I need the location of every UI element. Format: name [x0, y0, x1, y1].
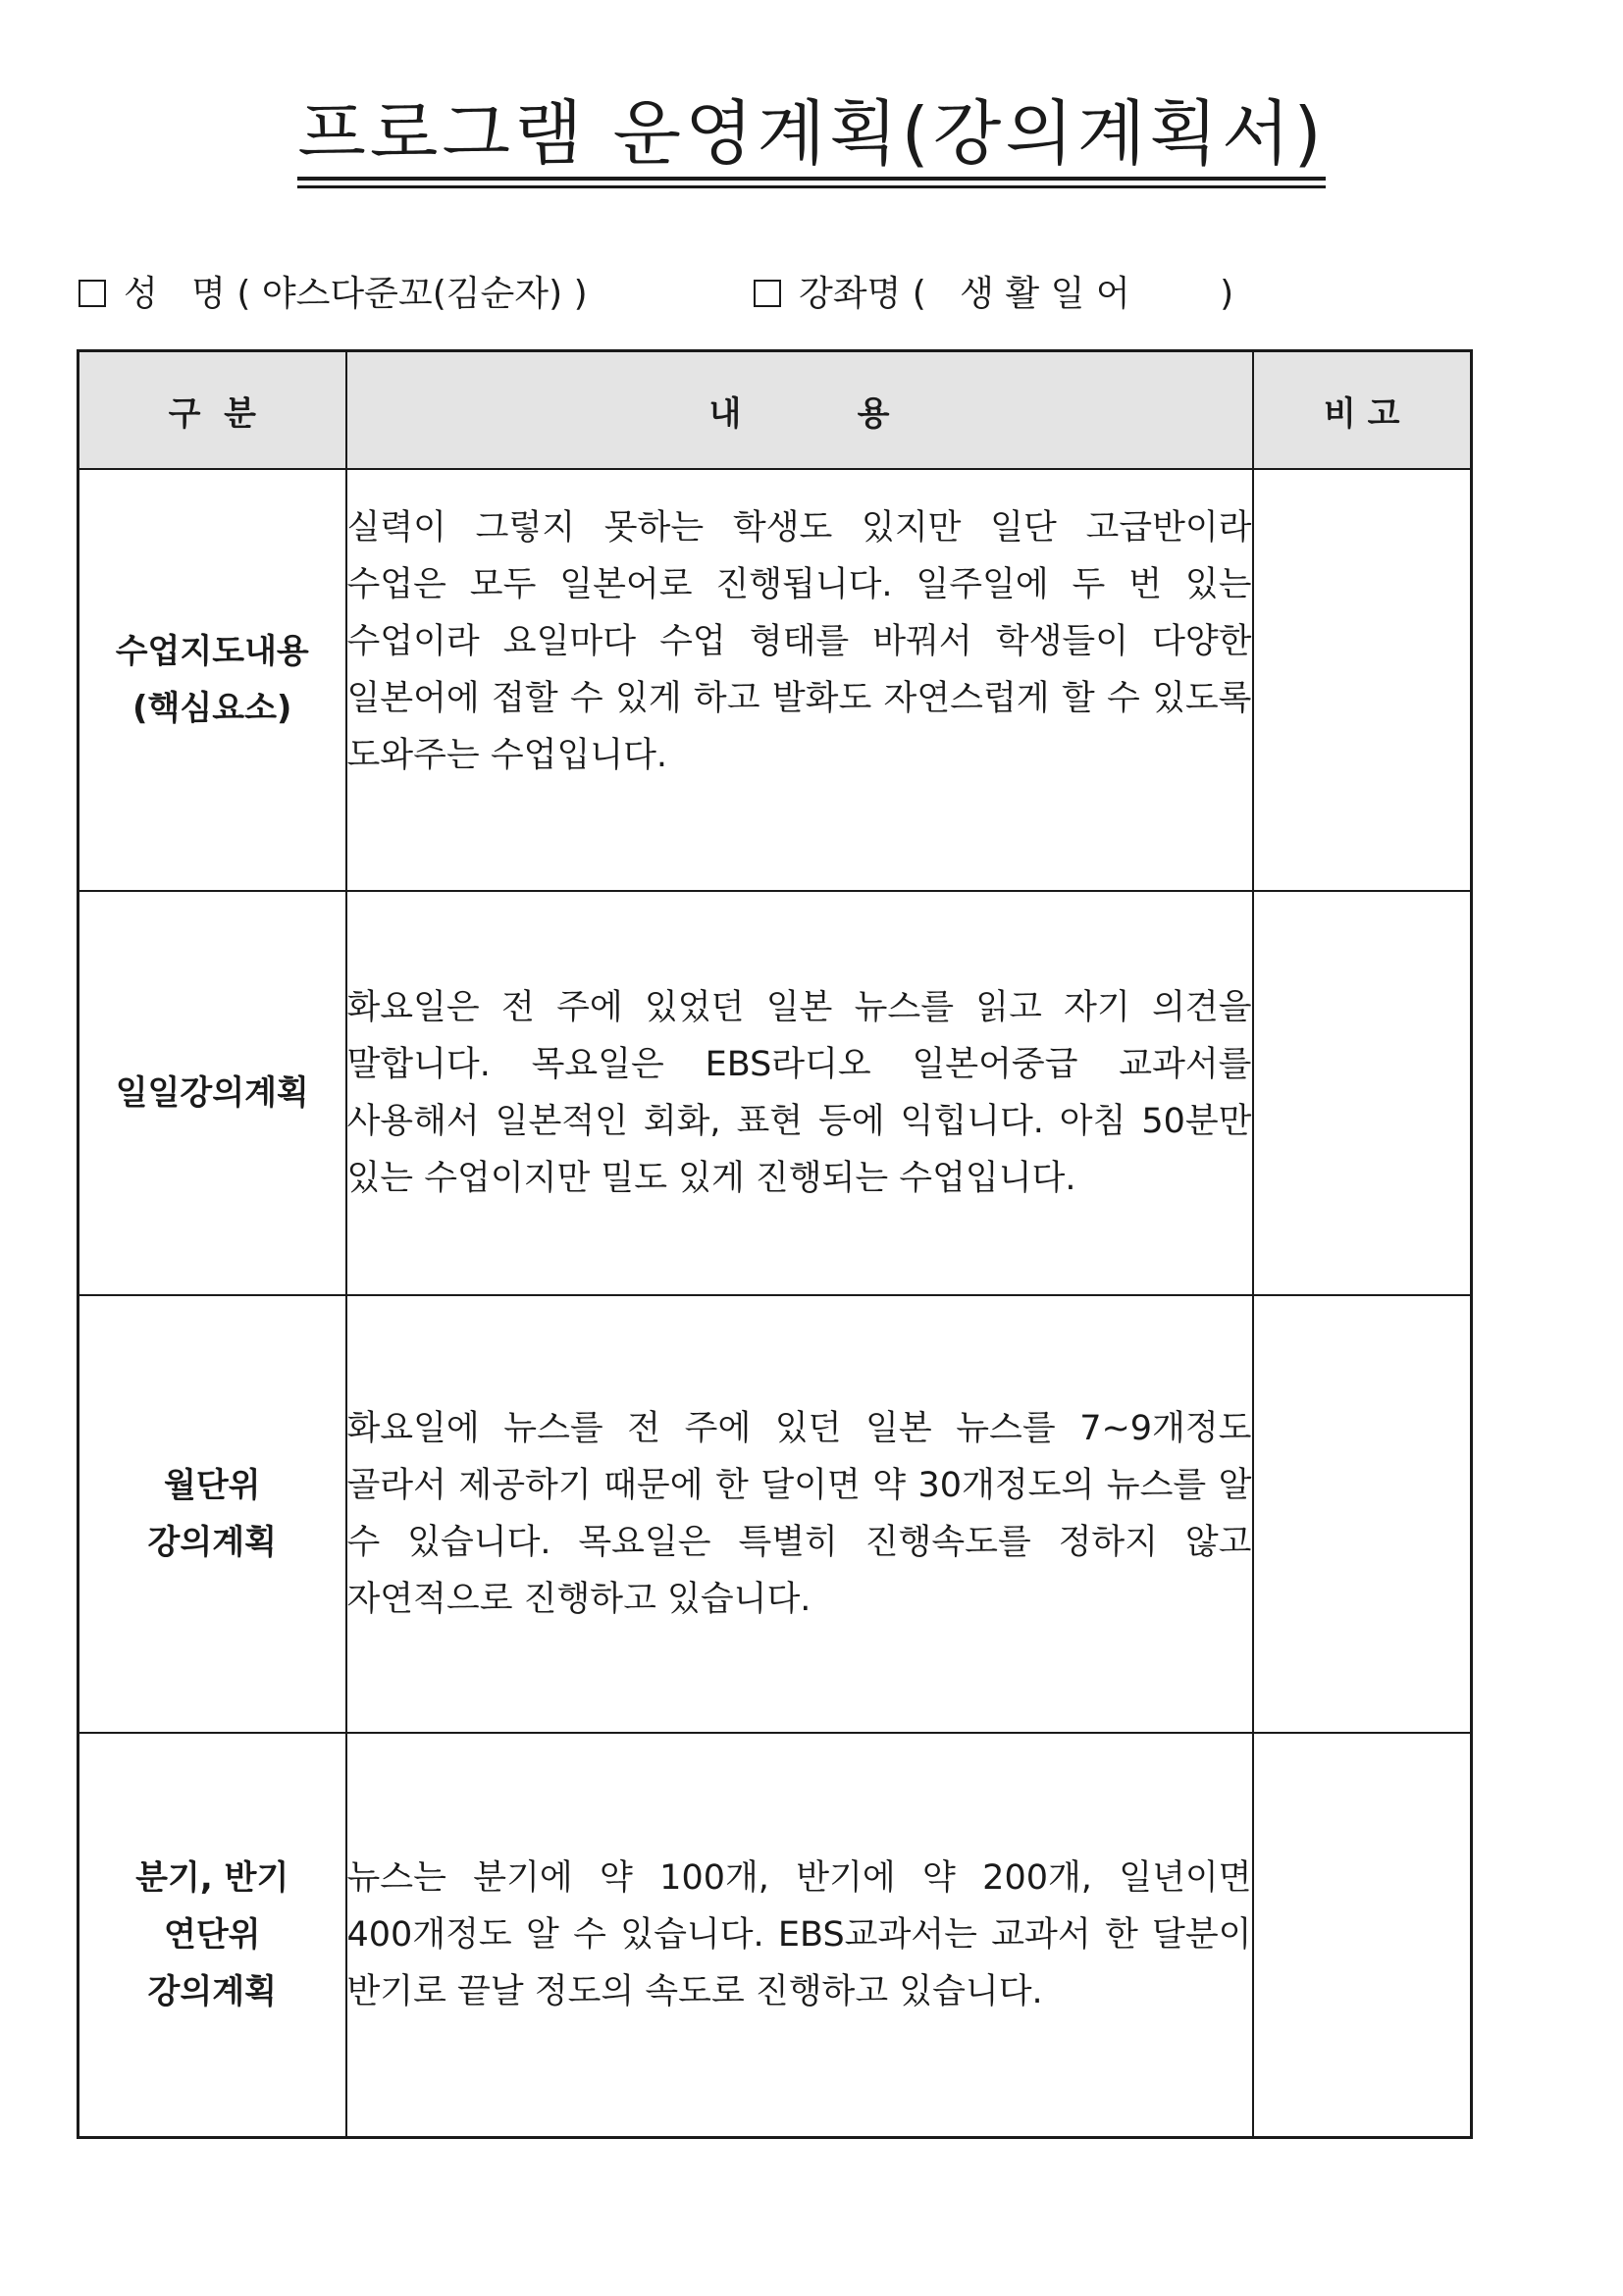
- course-checkbox-icon: [754, 280, 781, 307]
- name-checkbox-icon: [79, 280, 106, 307]
- table-header-row: [79, 351, 1472, 470]
- row-category: 월단위 강의계획: [79, 1295, 346, 1733]
- row-note: [1253, 469, 1472, 891]
- course-name-field: [754, 274, 1234, 314]
- row-note: [1253, 891, 1472, 1295]
- row-category: 수업지도내용 (핵심요소): [79, 469, 346, 891]
- page-title: [0, 92, 1623, 181]
- row-category: 분기, 반기 연단위 강의계획: [79, 1733, 346, 2137]
- page-title-text: 프로그램 운영계획(강의계획서): [297, 98, 1325, 181]
- row-content: 뉴스는 분기에 약 100개, 반기에 약 200개, 일년이면 400개정도 알 수 있습니다. EBS교과서는 교과서 한 달분이 반기로 끝날 정도의 속도로 진행하고 있습니다.: [346, 1733, 1253, 2137]
- name-value: ( 야스다준꼬(김순자) ): [236, 274, 588, 314]
- row-content: 실력이 그렇지 못하는 학생도 있지만 일단 고급반이라 수업은 모두 일본어로 진행됩니다. 일주일에 두 번 있는 수업이라 요일마다 수업 형태를 바꿔서 학생들이 다양한 일본어에 접할 수 있게 하고 발화도 자연스럽게 할 수 있도록 도와주는 수업입니다.: [346, 469, 1253, 891]
- table-row: [79, 1295, 1472, 1733]
- header-note: 비 고: [1253, 351, 1472, 470]
- header-content: 내 용: [346, 351, 1253, 470]
- table-row: [79, 891, 1472, 1295]
- course-label: 강좌명: [799, 274, 902, 314]
- row-content: 화요일은 전 주에 있었던 일본 뉴스를 읽고 자기 의견을 말합니다. 목요일은 EBS라디오 일본어중급 교과서를 사용해서 일본적인 회화, 표현 등에 익힙니다. 아침 50분만 있는 수업이지만 밀도 있게 진행되는 수업입니다.: [346, 891, 1253, 1295]
- row-content: 화요일에 뉴스를 전 주에 있던 일본 뉴스를 7~9개정도 골라서 제공하기 때문에 한 달이면 약 30개정도의 뉴스를 알 수 있습니다. 목요일은 특별히 진행속도를 정하지 않고 자연적으로 진행하고 있습니다.: [346, 1295, 1253, 1733]
- header-category: 구 분: [79, 351, 346, 470]
- instructor-name-field: [79, 274, 588, 314]
- table-row: [79, 1733, 1472, 2137]
- row-category: 일일강의계획: [79, 891, 346, 1295]
- course-value: ( 생 활 일 어 ): [912, 274, 1234, 314]
- row-note: [1253, 1733, 1472, 2137]
- row-note: [1253, 1295, 1472, 1733]
- name-label: 성 명: [124, 274, 226, 314]
- table-row: [79, 469, 1472, 891]
- lecture-plan-table: [77, 349, 1473, 2139]
